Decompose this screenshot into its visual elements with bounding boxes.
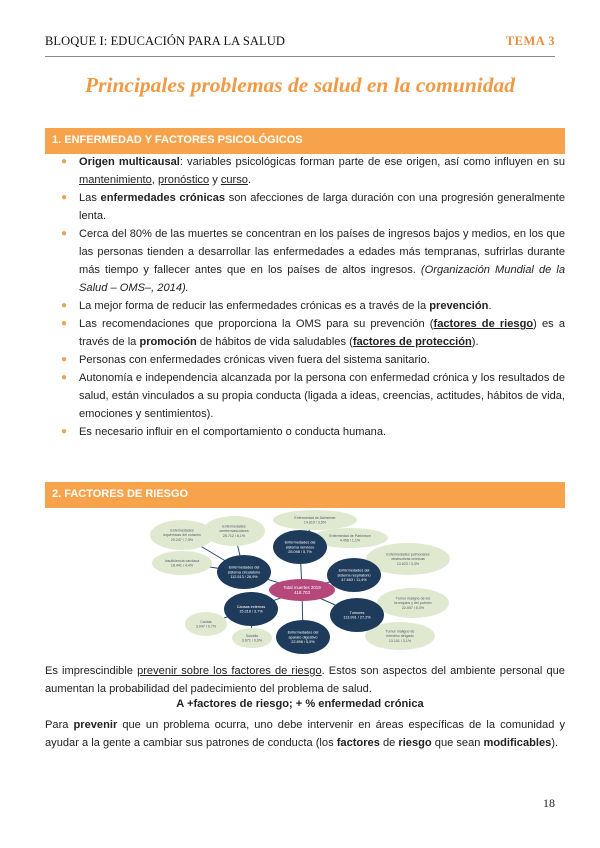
- dark-node-label: 47.663 / 11,4%: [341, 578, 367, 583]
- text-run: factores de riesgo: [433, 318, 534, 330]
- light-node-label: 25.712 / 6,1%: [222, 533, 246, 538]
- bullet-item: [45, 189, 565, 225]
- section-1-heading: 1. ENFERMEDAD Y FACTORES PSICOLÓGICOS: [52, 134, 303, 146]
- dark-node: [330, 598, 384, 632]
- page-header: [45, 30, 555, 57]
- topic-label: TEMA 3: [505, 34, 555, 48]
- light-node-label: Tumor maligno de: [385, 629, 415, 634]
- dark-node-label: Enfermedades del: [287, 630, 319, 635]
- light-node-label: 13.623 / 3,3%: [396, 561, 420, 566]
- light-node: [232, 628, 272, 648]
- text-run: : variables psicológicas forman parte de ese origen, así como influyen en su: [179, 156, 565, 168]
- dark-node-label: 113.991 / 27,2%: [343, 615, 371, 620]
- text-run: Origen multicausal: [79, 156, 180, 168]
- text-run: de: [379, 737, 399, 749]
- bullet-item: [45, 423, 565, 441]
- light-node-label: isquémicas del corazón: [163, 533, 201, 538]
- light-node-label: 18.441 / 4,4%: [170, 563, 194, 568]
- bullet-item: [45, 315, 565, 351]
- section-1-heading-bar: [45, 128, 565, 154]
- light-node-label: cerebrovasculares: [219, 529, 249, 534]
- dark-node: [276, 620, 330, 654]
- text-run: enfermedades crónicas: [100, 192, 226, 204]
- dark-node-label: Enfermedades del: [338, 568, 370, 573]
- text-run: Personas con enfermedades crónicas viven fuera del sistema sanitario.: [79, 354, 430, 366]
- text-run: ).: [471, 336, 479, 348]
- page-number: 18: [543, 796, 555, 810]
- bullet-dot-icon: ●: [61, 156, 68, 167]
- text-run: Es imprescindible: [45, 665, 138, 677]
- text-run: Autonomía e independencia alcanzada por la persona con enfermedad crónica y los resultados de salud, están vinculados a su propia conducta (ligada a ideas, creencias, actitudes, hábitos de vida, emociones y sentimientos).: [79, 372, 565, 420]
- text-run: factores: [336, 737, 380, 749]
- dark-node-label: sistema nervioso: [285, 545, 315, 550]
- section-2-heading: 2. FACTORES DE RIESGO: [52, 488, 189, 500]
- center-node: [269, 579, 335, 601]
- text-run: son afecciones de larga duración con una progresión generalmente lenta.: [79, 192, 565, 222]
- light-node: [152, 551, 212, 575]
- bullet-dot-icon: ●: [61, 228, 68, 239]
- text-run: promoción: [139, 336, 197, 348]
- bullet-item: [45, 369, 565, 423]
- dark-node-label: aparato digestivo: [288, 635, 318, 640]
- text-run: Para: [45, 719, 74, 731]
- bullet-item: [45, 351, 565, 369]
- light-node-label: Enfermedades: [222, 524, 246, 529]
- text-run: que un problema ocurra, uno debe intervenir en áreas específicas de la comunidad y ayudar a la gente a cambiar sus patrones de conducta (los: [45, 719, 565, 749]
- dark-node: [217, 555, 271, 589]
- light-node-label: 3.047 / 0,7%: [195, 624, 217, 629]
- text-run: ).: [551, 737, 559, 749]
- bullet-dot-icon: ●: [61, 318, 68, 329]
- block-title: BLOQUE I: EDUCACIÓN PARA LA SALUD: [45, 34, 286, 48]
- light-node: [273, 510, 357, 530]
- text-run: de hábitos de vida saludables (: [196, 336, 353, 348]
- light-node-label: 3.671 / 0,9%: [241, 638, 263, 643]
- light-node-label: Enfermedades: [170, 528, 194, 533]
- bullet-dot-icon: ●: [61, 426, 68, 437]
- dark-node-label: Enfermedades del: [284, 540, 316, 545]
- light-node-label: Insuficiencia cardíaca: [164, 558, 200, 563]
- bullet-dot-icon: ●: [61, 192, 68, 203]
- light-node: [377, 588, 449, 618]
- text-run: . Estos son aspectos del ambiente personal que aumentan la probabilidad del padecimiento del problema de salud.: [45, 665, 565, 695]
- light-node-label: 14.819 / 3,5%: [303, 520, 327, 525]
- risk-formula: A +factores de riesgo; + % enfermedad crónica: [176, 698, 424, 710]
- dark-node-label: 22.898 / 5,5%: [291, 640, 315, 645]
- paragraph-intervention: [45, 716, 565, 752]
- text-run: Cerca del 80% de las muertes se concentran en los países de ingresos bajos y medios, en los que las personas tienden a desarrollar las enfermedades a edades más tempranas, sufrirlas durante más tiempo y fallecer antes que en los países de altos ingresos.: [79, 228, 565, 276]
- text-run: .: [488, 300, 492, 312]
- light-node: [185, 612, 227, 636]
- section-2-heading-bar: [45, 482, 565, 508]
- light-node-label: intestino delgado: [386, 634, 414, 639]
- dark-node: [327, 558, 381, 592]
- text-run: ,: [151, 174, 158, 186]
- text-run: (Organización Mundial de la Salud – OMS–, 2014).: [79, 264, 565, 294]
- bullet-item: [45, 225, 565, 297]
- dark-node-label: Causas externas: [236, 604, 266, 609]
- dark-node-label: 25.098 / 5,7%: [288, 550, 312, 555]
- text-run: .: [247, 174, 252, 186]
- dark-node-label: Tumores: [349, 610, 365, 615]
- risk-factors-diagram: [148, 507, 454, 657]
- text-run: prevenir sobre los factores de riesgo: [137, 665, 322, 677]
- text-run: prevención: [429, 300, 489, 312]
- text-run: y: [209, 174, 221, 186]
- text-run: ) es a través de la: [79, 318, 565, 348]
- text-run: prevenir: [73, 719, 118, 731]
- light-node-label: Suicidio: [245, 633, 259, 638]
- light-node: [150, 520, 214, 550]
- text-run: curso: [220, 174, 248, 186]
- light-node-label: Tumor maligno de los: [395, 596, 431, 601]
- light-node-label: 29.247 / 7,0%: [170, 537, 194, 542]
- text-run: pronóstico: [157, 174, 210, 186]
- text-run: Las recomendaciones que proporciona la OMS para su prevención (: [79, 318, 434, 330]
- bullet-dot-icon: ●: [61, 372, 68, 383]
- paragraph-prevention: [45, 662, 565, 698]
- dark-node-label: 112.513 / 26,9%: [230, 575, 258, 580]
- text-run: que sean: [431, 737, 484, 749]
- text-run: factores de protección: [352, 336, 472, 348]
- bullet-dot-icon: ●: [61, 354, 68, 365]
- dark-node-label: 15.318 / 3,7%: [239, 609, 263, 614]
- light-node-label: 22.007 / 5,3%: [401, 605, 425, 610]
- center-node-label: Total muertes 2019: [283, 584, 321, 590]
- light-node-label: Enfermedad de Alzheimer: [294, 515, 336, 520]
- light-node-label: 4.458 / 1,1%: [339, 538, 361, 543]
- light-node-label: Enfermedades pulmonares: [386, 552, 430, 557]
- light-node-label: Enfermedad de Parkinson: [329, 533, 371, 538]
- bullet-item: [45, 297, 565, 315]
- text-run: modificables: [483, 737, 552, 749]
- light-node-label: 13.101 / 3,1%: [388, 638, 412, 643]
- dark-node-label: Enfermedades del: [228, 565, 260, 570]
- page-title: Principales problemas de salud en la comunidad: [84, 73, 516, 97]
- bullet-item: [45, 153, 565, 189]
- dark-node: [273, 530, 327, 564]
- dark-node: [224, 592, 278, 626]
- light-node-label: Caídas: [200, 619, 212, 624]
- text-run: La mejor forma de reducir las enfermedades crónicas es a través de la: [79, 300, 430, 312]
- section-1-bullet-list: [45, 153, 565, 441]
- dark-node-label: sistema circulatorio: [227, 570, 261, 575]
- center-node-label: 418.703: [294, 590, 310, 596]
- text-run: riesgo: [398, 737, 432, 749]
- text-run: Es necesario influir en el comportamiento o conducta humana.: [79, 426, 387, 438]
- bullet-dot-icon: ●: [61, 300, 68, 311]
- light-node-label: obstructivas crónicas: [391, 557, 425, 562]
- dark-node-label: sistema respiratorio: [337, 573, 371, 578]
- light-node-label: bronquios y del pulmón: [394, 601, 432, 606]
- text-run: mantenimiento: [79, 174, 152, 186]
- text-run: Las: [79, 192, 101, 204]
